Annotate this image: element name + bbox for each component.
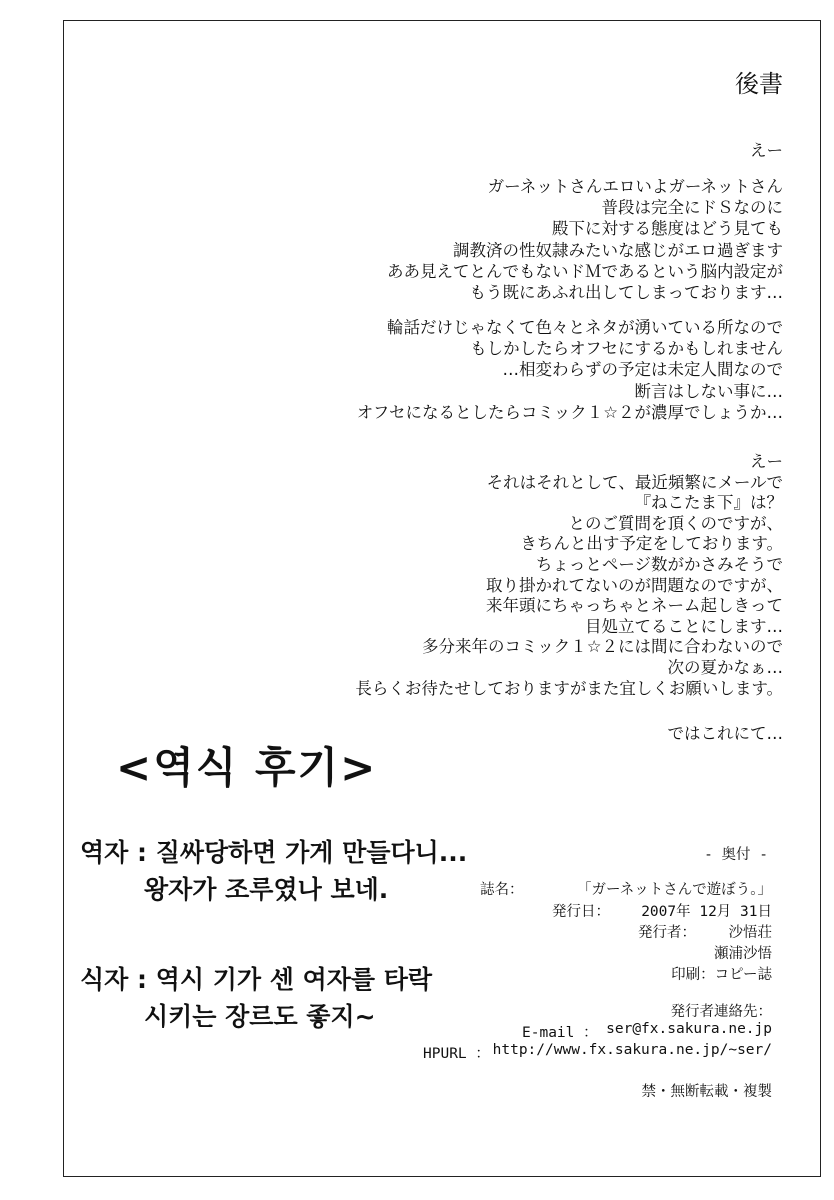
text-line: 『ねこたま下』は？ <box>634 493 783 513</box>
text-line: 断言はしない事に… <box>634 381 783 401</box>
translator-note-line: 왕자가 조루였나 보네. <box>144 875 389 904</box>
text-line: ああ見えてとんでもないドＭであるという脳内設定が <box>387 261 783 281</box>
text-line: 次の夏かなぁ… <box>667 657 783 677</box>
colophon-printing: 印刷：コピー誌 <box>671 967 772 983</box>
colophon-heading: - 奥付 - <box>704 847 768 863</box>
text-line: きちんと出す予定をしております。 <box>520 534 783 554</box>
afterword-title: 後書 <box>735 70 783 98</box>
colophon-email-value: ser@fx.sakura.ne.jp <box>606 1021 772 1037</box>
colophon-url-label: HPURL ： <box>423 1046 490 1062</box>
text-line: 長らくお待たせしておりますがまた宜しくお願いします。 <box>355 678 783 698</box>
afterword-closing: ではこれにて… <box>667 724 783 743</box>
text-line: オフセになるとしたらコミック１☆２が濃厚でしょうか… <box>356 402 783 422</box>
text-line: 多分来年のコミック１☆２には間に合わないので <box>422 637 783 657</box>
colophon-date-label: 発行日： <box>552 904 610 920</box>
colophon-author: 瀬浦沙悟 <box>714 946 772 962</box>
typesetter-note-line: 식자 : 역시 기가 센 여자를 타락 <box>80 965 433 994</box>
text-line: 取り掛かれてないのが問題なのですが、 <box>486 575 783 595</box>
text-line: …相変わらずの予定は未定人間なので <box>502 360 783 380</box>
colophon-publisher-label: 発行者： <box>638 925 696 941</box>
translator-note-line: 역자 : 질싸당하면 가게 만들다니... <box>80 838 468 867</box>
text-line: ちょっとページ数がかさみそうで <box>535 554 783 574</box>
translator-notes-heading: <역식 후기> <box>116 743 378 792</box>
text-line: えー <box>750 452 783 471</box>
text-line: 目処立てることにします… <box>585 616 783 636</box>
colophon-url-value: http://www.fx.sakura.ne.jp/~ser/ <box>492 1042 772 1058</box>
text-line: 普段は完全にドＳなのに <box>601 198 783 218</box>
text-line: とのご質問を頂くのですが、 <box>568 513 783 533</box>
text-line: もしかしたらオフセにするかもしれません <box>470 339 783 359</box>
text-line: 来年頭にちゃっちゃとネーム起しきって <box>486 596 783 616</box>
text-line: 調教済の性奴隷みたいな感じがエロ過ぎます <box>453 240 783 260</box>
text-line: 殿下に対する態度はどう見ても <box>552 219 783 239</box>
text-line: ガーネットさんエロいよガーネットさん <box>487 177 783 196</box>
colophon-date-value: 2007年 12月 31日 <box>641 904 772 920</box>
afterword-intro: えー <box>750 141 783 160</box>
afterword-paragraph-1 <box>387 176 783 303</box>
colophon-title-label: 誌名： <box>480 882 524 898</box>
text-line: それはそれとして、最近頻繁にメールで <box>486 472 783 492</box>
typesetter-note-line: 시키는 장르도 좋지~ <box>144 1002 376 1031</box>
colophon-title-value: 「ガーネットさんで遊ぼう。」 <box>576 882 772 898</box>
colophon-email-label: E-mail ： <box>522 1025 598 1041</box>
colophon-publisher-value: 沙悟荘 <box>728 925 772 941</box>
colophon-notice: 禁・無断転載・複製 <box>641 1084 772 1100</box>
afterword-paragraph-2 <box>357 317 783 423</box>
text-line: 輪話だけじゃなくて色々とネタが湧いている所なので <box>387 318 783 337</box>
colophon-contact-label: 発行者連絡先： <box>670 1004 772 1020</box>
afterword-paragraph-3 <box>355 452 783 699</box>
text-line: もう既にあふれ出してしまっております… <box>469 283 783 303</box>
